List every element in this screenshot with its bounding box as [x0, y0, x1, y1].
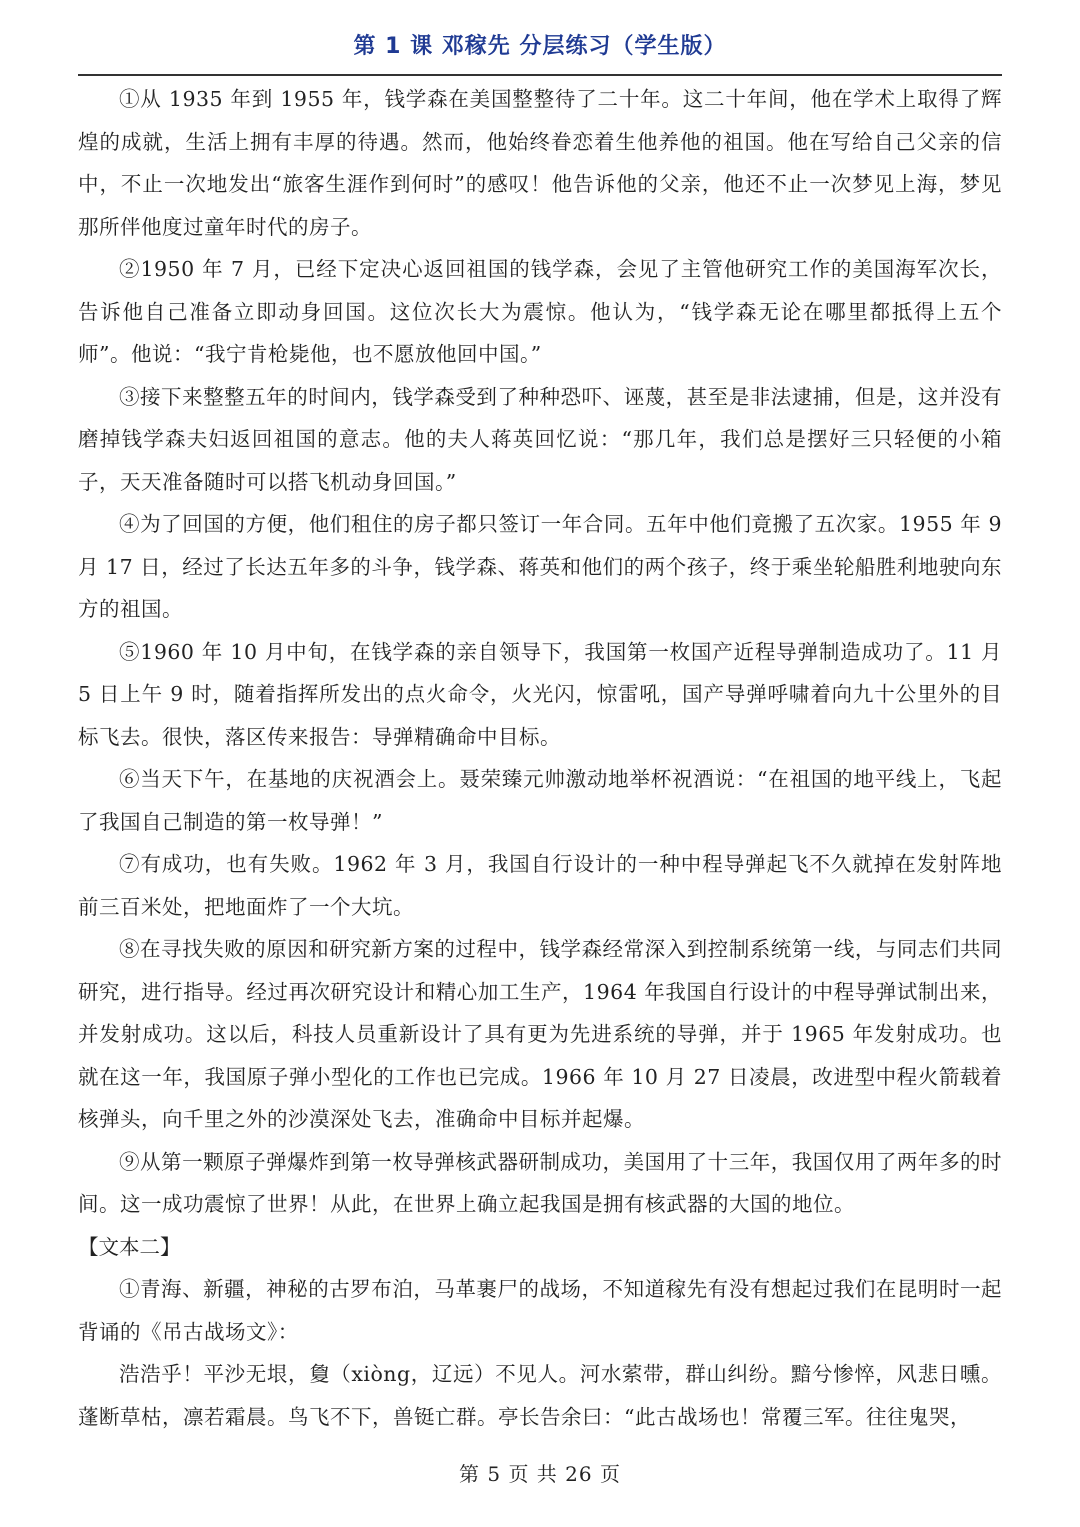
text-two-paragraph-1: ①青海、新疆，神秘的古罗布泊，马革裹尸的战场，不知道稼先有没有想起过我们在昆明时一起背诵的《吊古战场文》：: [78, 1277, 1002, 1344]
text-one-paragraph-4: ④为了回国的方便，他们租住的房子都只签订一年合同。五年中他们竟搬了五次家。1955 年 9 月 17 日，经过了长达五年多的斗争，钱学森、蒋英和他们的两个孩子，终于乘坐轮船胜利地驶向东方的祖国。: [78, 512, 1002, 621]
text-two-label: 【文本二】: [78, 1234, 181, 1259]
text-one-paragraph-3: ③接下来整整五年的时间内，钱学森受到了种种恐吓、诬蔑，甚至是非法逮捕，但是，这并没有磨掉钱学森夫妇返回祖国的意志。他的夫人蒋英回忆说：“那几年，我们总是摆好三只轻便的小箱子，天天准备随时可以搭飞机动身回国。”: [78, 384, 1002, 494]
page-header: [78, 28, 1002, 76]
text-one-paragraph-7: ⑦有成功，也有失败。1962 年 3 月，我国自行设计的一种中程导弹起飞不久就掉在发射阵地前三百米处，把地面炸了一个大坑。: [78, 852, 1002, 919]
document-body: [78, 78, 1002, 1438]
text-one-paragraph-5: ⑤1960 年 10 月中旬，在钱学森的亲自领导下，我国第一枚国产近程导弹制造成功了。11 月 5 日上午 9 时，随着指挥所发出的点火命令，火光闪，惊雷吼，国产导弹呼啸着向九十公里外的目标飞去。很快，落区传来报告：导弹精确命中目标。: [78, 639, 1002, 749]
text-two-quoted-verse: 浩浩乎！平沙无垠，敻（xiòng，辽远）不见人。河水萦带，群山纠纷。黯兮惨悴，风悲日曛。蓬断草枯，凛若霜晨。鸟飞不下，兽铤亡群。亭长告余曰：“此古战场也！常覆三军。往往鬼哭，: [78, 1362, 1002, 1429]
page-number-footer: 第 5 页 共 26 页: [459, 1462, 621, 1486]
page-title: 第 1 课 邓稼先 分层练习（学生版）: [353, 34, 727, 59]
text-one-paragraph-6: ⑥当天下午，在基地的庆祝酒会上。聂荣臻元帅激动地举杯祝酒说：“在祖国的地平线上，飞起了我国自己制造的第一枚导弹！”: [78, 767, 1002, 834]
text-one-paragraph-8: ⑧在寻找失败的原因和研究新方案的过程中，钱学森经常深入到控制系统第一线，与同志们共同研究，进行指导。经过再次研究设计和精心加工生产，1964 年我国自行设计的中程导弹试制出来，并发射成功。这以后，科技人员重新设计了具有更为先进系统的导弹，并于 1965 年发射成功。也就在这一年，我国原子弹小型化的工作也已完成。1966 年 10 月 27 日凌晨，改进型中程火箭载着核弹头，向千里之外的沙漠深处飞去，准确命中目标并起爆。: [78, 937, 1002, 1131]
text-one-paragraph-1: ①从 1935 年到 1955 年，钱学森在美国整整待了二十年。这二十年间，他在学术上取得了辉煌的成就，生活上拥有丰厚的待遇。然而，他始终眷恋着生他养他的祖国。他在写给自己父亲的信中，不止一次地发出“旅客生涯作到何时”的感叹！他告诉他的父亲，他还不止一次梦见上海，梦见那所伴他度过童年时代的房子。: [78, 87, 1002, 239]
text-one-paragraph-2: ②1950 年 7 月，已经下定决心返回祖国的钱学森，会见了主管他研究工作的美国海军次长，告诉他自己准备立即动身回国。这位次长大为震惊。他认为，“钱学森无论在哪里都抵得上五个师”。他说：“我宁肯枪毙他，也不愿放他回中国。”: [78, 257, 1002, 366]
text-one-paragraph-9: ⑨从第一颗原子弹爆炸到第一枚导弹核武器研制成功，美国用了十三年，我国仅用了两年多的时间。这一成功震惊了世界！从此，在世界上确立起我国是拥有核武器的大国的地位。: [78, 1149, 1002, 1216]
